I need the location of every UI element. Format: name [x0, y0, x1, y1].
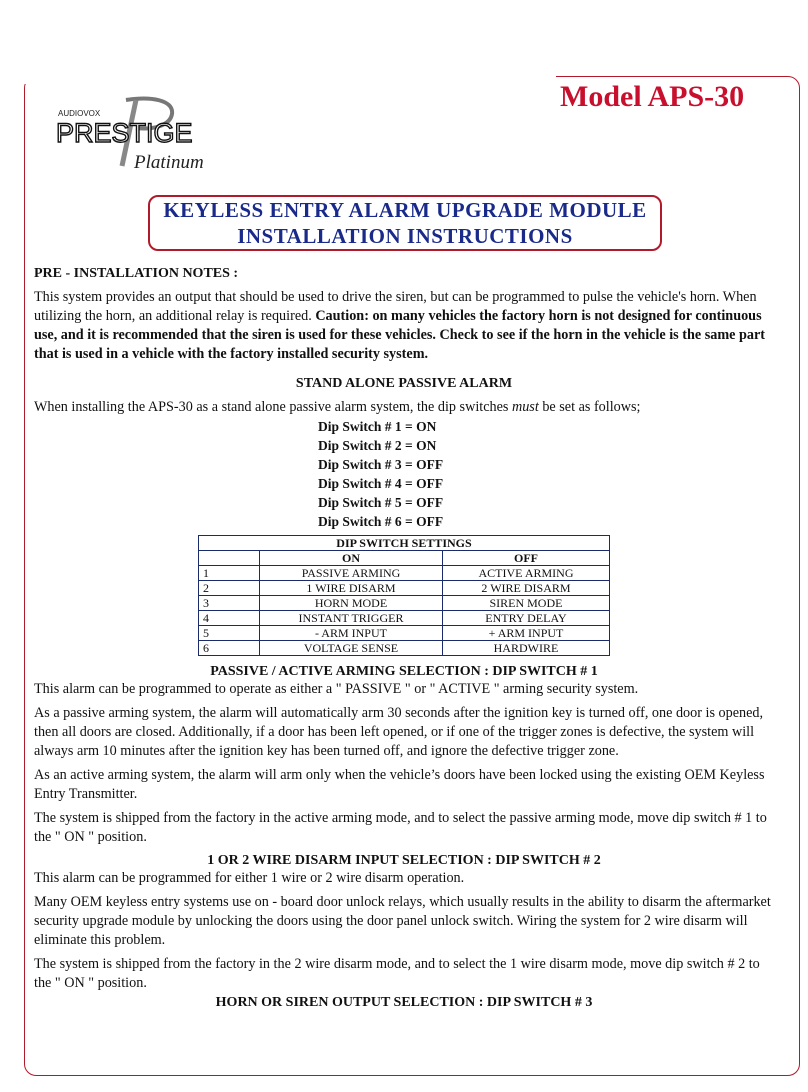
- table-row: 6 VOLTAGE SENSE HARDWIRE: [199, 641, 610, 656]
- section2-p1: This alarm can be programmed for either 1 wire or 2 wire disarm operation.: [34, 870, 465, 886]
- brand-sub: Platinum: [134, 152, 204, 173]
- main-content: [34, 266, 774, 1011]
- title-line-1: KEYLESS ENTRY ALARM UPGRADE MODULE: [163, 198, 647, 222]
- table-row: 5 - ARM INPUT + ARM INPUT: [199, 626, 610, 641]
- standalone-heading: STAND ALONE PASSIVE ALARM: [295, 376, 513, 391]
- caution-text: Caution: on many vehicles the factory horn is not designed for continuous use, and it is recommended that the siren is used for these vehicles. Check to see if the horn in the vehicle is the same part that is used in a vehicle with the factory installed security system.: [34, 308, 765, 362]
- table-row: 3 HORN MODE SIREN MODE: [199, 596, 610, 611]
- title-box: [148, 195, 662, 251]
- section2-heading: 1 OR 2 WIRE DISARM INPUT SELECTION : DIP SWITCH # 2: [207, 853, 601, 868]
- table-row: 2 1 WIRE DISARM 2 WIRE DISARM: [199, 581, 610, 596]
- section1-p2: As a passive arming system, the alarm will automatically arm 30 seconds after the ignition key is turned off, one door is opened, then all doors are closed. Additionally, if a door has been left opened, or if one of the trigger zones is defective, the system will always arm 10 minutes after the ignition key has been turned off, and ignore the defective trigger zone.: [34, 705, 764, 759]
- table-row: 1 PASSIVE ARMING ACTIVE ARMING: [199, 566, 610, 581]
- table-row: 4 INSTANT TRIGGER ENTRY DELAY: [199, 611, 610, 626]
- intro-em: must: [511, 399, 539, 415]
- section2-p3: The system is shipped from the factory in the 2 wire disarm mode, and to select the 1 wire disarm mode, move dip switch # 2 to the " ON " position.: [34, 956, 760, 991]
- dip-item: Dip Switch # 5 = OFF: [318, 495, 444, 510]
- section2-p2: Many OEM keyless entry systems use on - board door unlock relays, which usually results in the ability to disarm the aftermarket security upgrade module by unlocking the doors using the door panel unlock switch. Wiring the system for 2 wire disarm will eliminate this problem.: [34, 894, 771, 948]
- section1-heading: PASSIVE / ACTIVE ARMING SELECTION : DIP SWITCH # 1: [210, 664, 598, 679]
- section3-heading: HORN OR SIREN OUTPUT SELECTION : DIP SWITCH # 3: [215, 995, 593, 1010]
- intro-a: When installing the APS-30 as a stand alone passive alarm system, the dip switches: [34, 399, 512, 415]
- table-title: DIP SWITCH SETTINGS: [199, 536, 610, 551]
- dip-item: Dip Switch # 6 = OFF: [318, 514, 444, 529]
- section1-p3: As an active arming system, the alarm will arm only when the vehicle’s doors have been locked using the existing OEM Keyless Entry Transmitter.: [34, 767, 765, 802]
- section1-p1: This alarm can be programmed to operate as either a " PASSIVE " or " ACTIVE " arming security system.: [34, 681, 639, 697]
- section1-p4: The system is shipped from the factory in the active arming mode, and to select the passive arming mode, move dip switch # 1 to the " ON " position.: [34, 810, 767, 845]
- pre-install-text-a: This system provides an output that should be used to drive the siren, but can be programmed to pulse the vehicle's horn. When utilizing the horn, an additional relay is required.: [34, 289, 757, 324]
- border-gap: [16, 64, 556, 84]
- title-line-2: INSTALLATION INSTRUCTIONS: [237, 224, 573, 248]
- dip-item: Dip Switch # 1 = ON: [318, 419, 437, 434]
- dip-switch-table: [198, 535, 610, 656]
- standalone-intro: [34, 398, 774, 417]
- col-off: OFF: [442, 551, 609, 566]
- dip-switch-list: [318, 417, 774, 531]
- prestige-logo: [56, 96, 256, 176]
- col-on: ON: [260, 551, 443, 566]
- brand-name: PRESTIGE: [56, 118, 193, 148]
- pre-install-heading: PRE - INSTALLATION NOTES :: [34, 266, 239, 281]
- intro-b: be set as follows;: [538, 399, 641, 415]
- dip-item: Dip Switch # 2 = ON: [318, 438, 437, 453]
- model-number: Model APS-30: [560, 80, 745, 113]
- pre-install-text: [34, 288, 774, 364]
- dip-item: Dip Switch # 3 = OFF: [318, 457, 444, 472]
- dip-item: Dip Switch # 4 = OFF: [318, 476, 444, 491]
- brand-top: AUDIOVOX: [58, 109, 101, 118]
